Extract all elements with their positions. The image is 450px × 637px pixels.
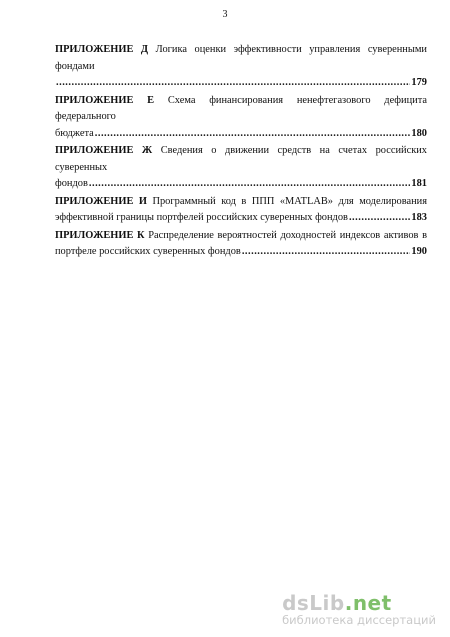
appendix-label: ПРИЛОЖЕНИЕ К: [55, 229, 145, 241]
page-ref: 183: [411, 212, 427, 223]
toc-entry-line1: [55, 194, 427, 211]
appendix-title: Распределение вероятностей доходностей индексов активов в: [148, 229, 427, 241]
appendix-title-cont: бюджета: [55, 127, 94, 139]
appendix-title: Сведения о движении средств на счетах российских суверенных: [55, 145, 427, 173]
table-of-contents: [55, 42, 427, 261]
toc-entry-e[interactable]: [55, 93, 427, 143]
watermark: [282, 592, 436, 627]
appendix-title: Схема финансирования ненефтегазового дефицита федерального: [55, 94, 427, 122]
toc-entry-line2: [55, 244, 427, 261]
toc-entry-line1: [55, 143, 427, 176]
appendix-title: Логика оценки эффективности управления суверенными фондами: [55, 44, 427, 72]
toc-entry-line2: [55, 210, 427, 227]
appendix-label: ПРИЛОЖЕНИЕ И: [55, 195, 147, 207]
appendix-label: ПРИЛОЖЕНИЕ Е: [55, 94, 155, 106]
watermark-logo-accent: .net: [344, 591, 392, 615]
dot-leader: [56, 75, 410, 92]
appendix-title-cont: портфеле российских суверенных фондов: [55, 246, 241, 257]
toc-entry-i[interactable]: [55, 194, 427, 227]
page-ref: 181: [411, 178, 427, 189]
appendix-label: ПРИЛОЖЕНИЕ Ж: [55, 145, 153, 156]
dot-leader: [242, 244, 411, 261]
dot-leader: [89, 176, 411, 193]
page-ref: 179: [411, 77, 427, 88]
toc-entry-k[interactable]: [55, 228, 427, 261]
toc-entry-line2: [55, 75, 427, 92]
toc-entry-line1: [55, 42, 427, 75]
watermark-logo-main: dsLib: [282, 591, 345, 615]
watermark-subtitle: библиотека диссертаций: [282, 613, 436, 627]
toc-entry-line2: [55, 176, 427, 193]
appendix-title: Программный код в ППП «MATLAB» для моделирования: [152, 195, 427, 207]
dot-leader: [95, 126, 411, 143]
page-ref: 190: [411, 246, 427, 257]
toc-entry-line2: [55, 126, 427, 143]
toc-entry-line1: [55, 93, 427, 126]
appendix-label: ПРИЛОЖЕНИЕ Д: [55, 44, 149, 55]
dot-leader: [349, 210, 410, 227]
toc-entry-d[interactable]: [55, 42, 427, 92]
appendix-title-cont: фондов: [55, 178, 88, 189]
toc-entry-line1: [55, 228, 427, 245]
page-ref: 180: [411, 127, 427, 139]
page-number: 3: [222, 9, 228, 20]
toc-entry-zh[interactable]: [55, 143, 427, 193]
appendix-title-cont: эффективной границы портфелей российских суверенных фондов: [55, 212, 348, 223]
watermark-logo: [282, 592, 436, 614]
